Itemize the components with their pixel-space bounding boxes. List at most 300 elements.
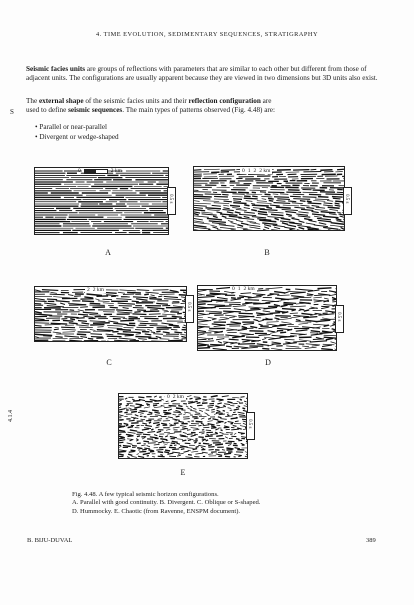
reflector-stroke: [206, 440, 208, 441]
reflector-stroke: [119, 420, 124, 421]
reflector-stroke: [297, 225, 310, 227]
reflector-stroke: [119, 442, 123, 443]
reflector-stroke: [62, 329, 76, 330]
text-span: of the seismic facies units and their: [83, 97, 189, 105]
reflector-stroke: [273, 203, 290, 204]
reflector-stroke: [263, 229, 268, 230]
reflector-stroke: [298, 212, 308, 213]
reflector-stroke: [242, 303, 252, 305]
reflector-stroke: [161, 323, 173, 324]
reflector-stroke: [139, 451, 146, 452]
reflector-stroke: [119, 407, 121, 408]
reflector-stroke: [126, 401, 130, 402]
scale-line: [84, 169, 108, 174]
seismic-texture: [198, 286, 336, 350]
reflector-stroke: [194, 210, 205, 211]
reflector-stroke: [176, 443, 180, 444]
reflector-stroke: [166, 401, 169, 402]
reflector-stroke: [90, 321, 106, 322]
reflector-stroke: [195, 413, 200, 414]
reflector-stroke: [311, 331, 320, 332]
reflector-stroke: [288, 225, 296, 227]
reflector-stroke: [142, 423, 147, 424]
reflector-stroke: [267, 294, 274, 296]
reflector-stroke: [244, 208, 250, 209]
twt-scale: [246, 412, 255, 440]
reflector-stroke: [298, 227, 304, 229]
reflector-stroke: [202, 440, 204, 441]
reflector-stroke: [335, 339, 336, 340]
paragraph-line: [26, 97, 388, 106]
reflector-stroke: [222, 216, 227, 217]
reflector-stroke: [137, 436, 140, 437]
reflector-stroke: [206, 434, 209, 435]
reflector-stroke: [198, 334, 205, 335]
seismic-panel-a: [34, 167, 169, 235]
reflector-stroke: [61, 327, 75, 328]
reflector-stroke: [149, 297, 156, 298]
reflector-stroke: [216, 399, 223, 400]
reflector-stroke: [298, 323, 308, 324]
reflector-stroke: [331, 223, 344, 225]
reflector-stroke: [198, 304, 206, 305]
reflector-stroke: [301, 313, 312, 314]
reflector-stroke: [263, 311, 270, 312]
reflector-stroke: [150, 310, 158, 311]
reflector-stroke: [215, 444, 223, 445]
reflector-stroke: [238, 329, 247, 330]
reflector-stroke: [152, 456, 155, 457]
reflector-stroke: [151, 429, 153, 430]
reflector-stroke: [147, 431, 155, 432]
reflector-stroke: [194, 196, 212, 197]
reflector-stroke: [220, 317, 228, 318]
reflector-stroke: [150, 325, 168, 326]
reflector-stroke: [324, 335, 336, 336]
reflector-stroke: [167, 433, 175, 434]
reflector-stroke: [216, 454, 222, 455]
reflector-stroke: [284, 303, 297, 304]
reflector-stroke: [178, 406, 182, 407]
reflector-stroke: [214, 413, 217, 414]
reflector-stroke: [245, 452, 247, 453]
scale-text: 2 km: [259, 168, 271, 174]
reflector-stroke: [209, 221, 226, 223]
reflector-stroke: [217, 410, 221, 411]
reflector-stroke: [119, 400, 122, 401]
reflector-stroke: [324, 203, 333, 204]
reflector-stroke: [258, 211, 267, 212]
reflector-stroke: [302, 346, 309, 347]
reflector-stroke: [113, 323, 127, 324]
reflector-stroke: [217, 403, 221, 404]
reflector-stroke: [203, 400, 207, 401]
reflector-stroke: [233, 203, 246, 204]
reflector-stroke: [244, 216, 250, 217]
reflector-stroke: [216, 422, 221, 423]
reflector-stroke: [178, 414, 182, 415]
reflector-stroke: [274, 227, 280, 229]
reflector-stroke: [156, 450, 163, 451]
reflector-stroke: [235, 421, 239, 422]
reflector-stroke: [187, 439, 193, 440]
reflector-stroke: [142, 449, 147, 450]
reflector-stroke: [47, 306, 64, 307]
reflector-stroke: [145, 425, 152, 426]
scale-tick: 1: [237, 286, 241, 292]
reflector-stroke: [193, 429, 199, 430]
reflector-stroke: [289, 223, 302, 225]
reflector-stroke: [311, 334, 323, 335]
reflector-stroke: [187, 396, 191, 397]
reflector-stroke: [190, 406, 192, 407]
reflector-stroke: [273, 225, 286, 227]
reflector-stroke: [318, 197, 329, 198]
reflector-stroke: [217, 297, 228, 299]
reflector-stroke: [194, 227, 210, 229]
reflector-stroke: [129, 420, 135, 421]
reflector-stroke: [230, 205, 240, 206]
reflector-stroke: [314, 225, 328, 227]
reflector-stroke: [201, 423, 204, 424]
reflector-stroke: [164, 407, 171, 408]
reflector-stroke: [165, 450, 170, 451]
reflector-stroke: [314, 295, 327, 296]
reflector-stroke: [130, 409, 137, 410]
reflector-stroke: [251, 210, 257, 211]
reflector-stroke: [127, 443, 133, 444]
reflector-stroke: [119, 454, 124, 455]
reflector-stroke: [216, 339, 224, 340]
reflector-stroke: [119, 415, 124, 416]
reflector-stroke: [172, 441, 178, 442]
reflector-stroke: [35, 325, 42, 326]
reflector-stroke: [188, 440, 191, 441]
reflector-stroke: [317, 288, 331, 289]
reflector-stroke: [195, 398, 201, 399]
reflector-stroke: [329, 214, 337, 215]
reflector-stroke: [80, 307, 88, 308]
reflector-stroke: [250, 308, 259, 309]
reflector-stroke: [242, 334, 254, 335]
reflector-stroke: [53, 297, 70, 298]
reflector-stroke: [246, 201, 253, 202]
reflector-stroke: [147, 329, 152, 331]
reflector-stroke: [214, 203, 229, 204]
reflector-stroke: [196, 447, 199, 448]
reflector-stroke: [268, 331, 276, 332]
reflector-stroke: [290, 196, 301, 197]
reflector-stroke: [53, 332, 61, 333]
reflector-stroke: [141, 445, 145, 446]
reflector-stroke: [35, 319, 45, 320]
text-span: The: [26, 97, 39, 105]
reflector-stroke: [132, 399, 135, 400]
reflector-stroke: [143, 441, 149, 442]
reflector-stroke: [153, 290, 169, 291]
reflector-stroke: [250, 223, 260, 225]
reflector-stroke: [269, 200, 274, 201]
reflector-stroke: [201, 418, 204, 419]
reflector-stroke: [166, 429, 170, 430]
reflector-stroke: [64, 317, 78, 318]
reflector-stroke: [78, 310, 84, 311]
reflector-stroke: [240, 293, 251, 294]
reflector-stroke: [123, 318, 128, 319]
reflector-stroke: [228, 445, 231, 446]
reflector-stroke: [171, 400, 176, 401]
reflector-stroke: [335, 292, 336, 293]
reflector-stroke: [183, 419, 189, 420]
bullet-item: • Parallel or near-parallel: [35, 123, 108, 131]
reflector-stroke: [205, 436, 213, 437]
reflector-stroke: [243, 323, 254, 324]
reflector-stroke: [231, 429, 239, 430]
reflector-stroke: [274, 292, 285, 293]
reflector-stroke: [214, 196, 228, 197]
reflector-stroke: [131, 450, 136, 451]
reflector-stroke: [119, 412, 122, 413]
seismic-panel-e: [118, 393, 248, 459]
reflector-stroke: [332, 197, 343, 198]
reflector-stroke: [168, 340, 183, 341]
reflector-stroke: [118, 292, 125, 293]
reflector-stroke: [293, 199, 310, 200]
reflector-stroke: [223, 205, 229, 206]
panel-label-e: E: [180, 468, 186, 477]
scale-text: 2 km: [110, 168, 122, 174]
reflector-stroke: [172, 419, 179, 420]
reflector-stroke: [175, 410, 180, 411]
reflector-stroke: [210, 434, 218, 435]
reflector-stroke: [312, 214, 325, 215]
reflector-stroke: [230, 322, 241, 324]
reflector-stroke: [172, 452, 180, 453]
reflector-stroke: [151, 332, 155, 333]
reflector-stroke: [228, 408, 232, 409]
reflector-stroke: [68, 295, 73, 296]
reflector-stroke: [335, 205, 341, 206]
reflector-stroke: [238, 412, 245, 413]
reflector-stroke: [306, 207, 314, 208]
margin-mark: S: [10, 108, 14, 116]
reflector-stroke: [50, 294, 65, 295]
reflector-stroke: [156, 336, 161, 337]
reflector-stroke: [191, 451, 198, 452]
reflector-stroke: [151, 295, 155, 296]
reflector-stroke: [306, 223, 315, 225]
reflector-stroke: [252, 217, 266, 218]
reflector-stroke: [119, 438, 125, 439]
reflector-stroke: [149, 299, 162, 300]
reflector-stroke: [262, 348, 269, 349]
reflector-stroke: [129, 451, 135, 452]
seismic-panel-b: [193, 166, 345, 231]
reflector-stroke: [141, 419, 146, 420]
reflector-stroke: [314, 301, 322, 302]
reflector-stroke: [152, 410, 159, 411]
reflector-stroke: [134, 407, 141, 408]
reflector-stroke: [117, 334, 134, 335]
reflector-stroke: [95, 299, 99, 300]
reflector-stroke: [211, 396, 218, 397]
reflector-stroke: [184, 451, 189, 452]
reflector-stroke: [239, 415, 246, 416]
reflector-stroke: [316, 320, 331, 321]
reflector-stroke: [60, 303, 65, 304]
scale-bar: [230, 286, 257, 292]
reflector-stroke: [165, 436, 168, 437]
reflector-stroke: [317, 218, 331, 219]
reflector-stroke: [329, 209, 338, 210]
reflector-stroke: [181, 449, 185, 450]
reflector-stroke: [312, 206, 320, 207]
reflector-stroke: [187, 430, 190, 431]
reflector-stroke: [194, 216, 209, 217]
reflector-stroke: [290, 306, 306, 307]
reflector-stroke: [198, 348, 210, 349]
reflector-stroke: [308, 220, 316, 222]
reflector-stroke: [225, 218, 237, 219]
reflector-stroke: [233, 425, 237, 426]
reflector-stroke: [282, 309, 296, 310]
reflector-stroke: [246, 398, 247, 399]
reflector-stroke: [208, 405, 214, 406]
reflector-stroke: [154, 435, 157, 436]
reflector-stroke: [153, 405, 157, 406]
reflector-stroke: [143, 311, 159, 312]
reflector-stroke: [184, 332, 186, 333]
reflector-stroke: [293, 297, 311, 298]
reflector-stroke: [194, 225, 207, 227]
reflector-stroke: [211, 409, 215, 410]
reflector-stroke: [147, 307, 164, 308]
reflector-stroke: [164, 311, 169, 312]
reflector-stroke: [219, 225, 235, 227]
reflector-stroke: [129, 317, 138, 318]
panel-label-b: B: [264, 248, 270, 257]
scale-bar: [78, 168, 122, 174]
reflector-stroke: [147, 446, 150, 447]
reflector-stroke: [240, 399, 242, 400]
reflector-stroke: [236, 220, 243, 222]
reflector-stroke: [120, 320, 134, 321]
reflector-stroke: [218, 417, 222, 418]
reflector-stroke: [138, 456, 144, 457]
reflector-stroke: [301, 209, 313, 210]
reflector-stroke: [207, 304, 225, 305]
reflector-stroke: [284, 339, 294, 340]
reflector-stroke: [257, 344, 269, 346]
twt-label: 0.5 s: [186, 302, 191, 312]
reflector-stroke: [332, 299, 336, 300]
reflector-stroke: [308, 203, 322, 204]
reflector-stroke: [223, 209, 234, 210]
reflector-stroke: [162, 441, 164, 442]
reflector-stroke: [180, 425, 186, 426]
reflector-stroke: [35, 336, 39, 337]
reflector-stroke: [98, 301, 110, 302]
reflector-stroke: [35, 312, 42, 313]
reflector-stroke: [322, 345, 332, 347]
reflector-stroke: [160, 455, 163, 456]
reflector-stroke: [119, 409, 125, 410]
reflector-stroke: [132, 314, 146, 315]
reflector-stroke: [86, 294, 102, 296]
reflector-stroke: [50, 292, 57, 293]
reflector-stroke: [64, 336, 79, 337]
twt-label: 0.5 s: [168, 194, 173, 204]
reflector-stroke: [237, 227, 248, 229]
reflector-stroke: [225, 437, 228, 438]
reflector-stroke: [177, 455, 181, 456]
reflector-stroke: [168, 409, 172, 410]
reflector-stroke: [277, 295, 289, 296]
reflector-stroke: [274, 197, 289, 198]
reflector-stroke: [126, 425, 128, 426]
reflector-stroke: [193, 408, 196, 409]
reflector-stroke: [203, 201, 219, 202]
reflector-stroke: [266, 324, 277, 326]
twt-label: 0.5 s: [336, 312, 341, 322]
reflector-stroke: [233, 201, 241, 202]
reflector-stroke: [35, 334, 52, 335]
reflector-stroke: [207, 345, 225, 347]
reflector-stroke: [188, 408, 192, 409]
reflector-stroke: [172, 449, 179, 450]
reflector-stroke: [237, 401, 240, 402]
reflector-stroke: [256, 295, 263, 296]
reflector-stroke: [223, 405, 225, 406]
scale-tick: 0: [232, 286, 235, 292]
reflector-stroke: [321, 349, 333, 350]
reflector-stroke: [213, 348, 227, 349]
reflector-stroke: [310, 341, 327, 342]
reflector-stroke: [123, 332, 141, 333]
reflector-stroke: [159, 447, 166, 448]
reflector-stroke: [283, 205, 299, 206]
reflector-stroke: [207, 218, 222, 219]
reflector-stroke: [232, 207, 241, 208]
reflector-stroke: [223, 311, 241, 312]
scale-text: 2 km: [172, 394, 184, 400]
reflector-stroke: [215, 306, 232, 307]
reflector-stroke: [160, 439, 167, 440]
reflector-stroke: [205, 413, 208, 414]
reflector-stroke: [253, 208, 265, 209]
reflector-stroke: [77, 334, 86, 335]
reflector-stroke: [328, 207, 340, 208]
reflector-stroke: [276, 207, 291, 208]
reflector-stroke: [315, 209, 328, 210]
reflector-stroke: [137, 448, 142, 449]
reflector-stroke: [227, 212, 233, 213]
reflector-stroke: [286, 214, 292, 215]
reflector-stroke: [198, 341, 214, 342]
reflector-stroke: [337, 212, 341, 213]
reflector-stroke: [215, 429, 218, 430]
reflector-stroke: [186, 406, 188, 407]
reflector-stroke: [205, 208, 220, 209]
reflector-stroke: [268, 212, 283, 213]
reflector-stroke: [138, 321, 149, 322]
reflector-stroke: [170, 436, 177, 437]
reflector-stroke: [257, 201, 267, 202]
reflector-stroke: [274, 318, 279, 319]
reflector-stroke: [135, 336, 151, 337]
reflector-stroke: [194, 198, 210, 199]
reflector-stroke: [258, 214, 268, 215]
